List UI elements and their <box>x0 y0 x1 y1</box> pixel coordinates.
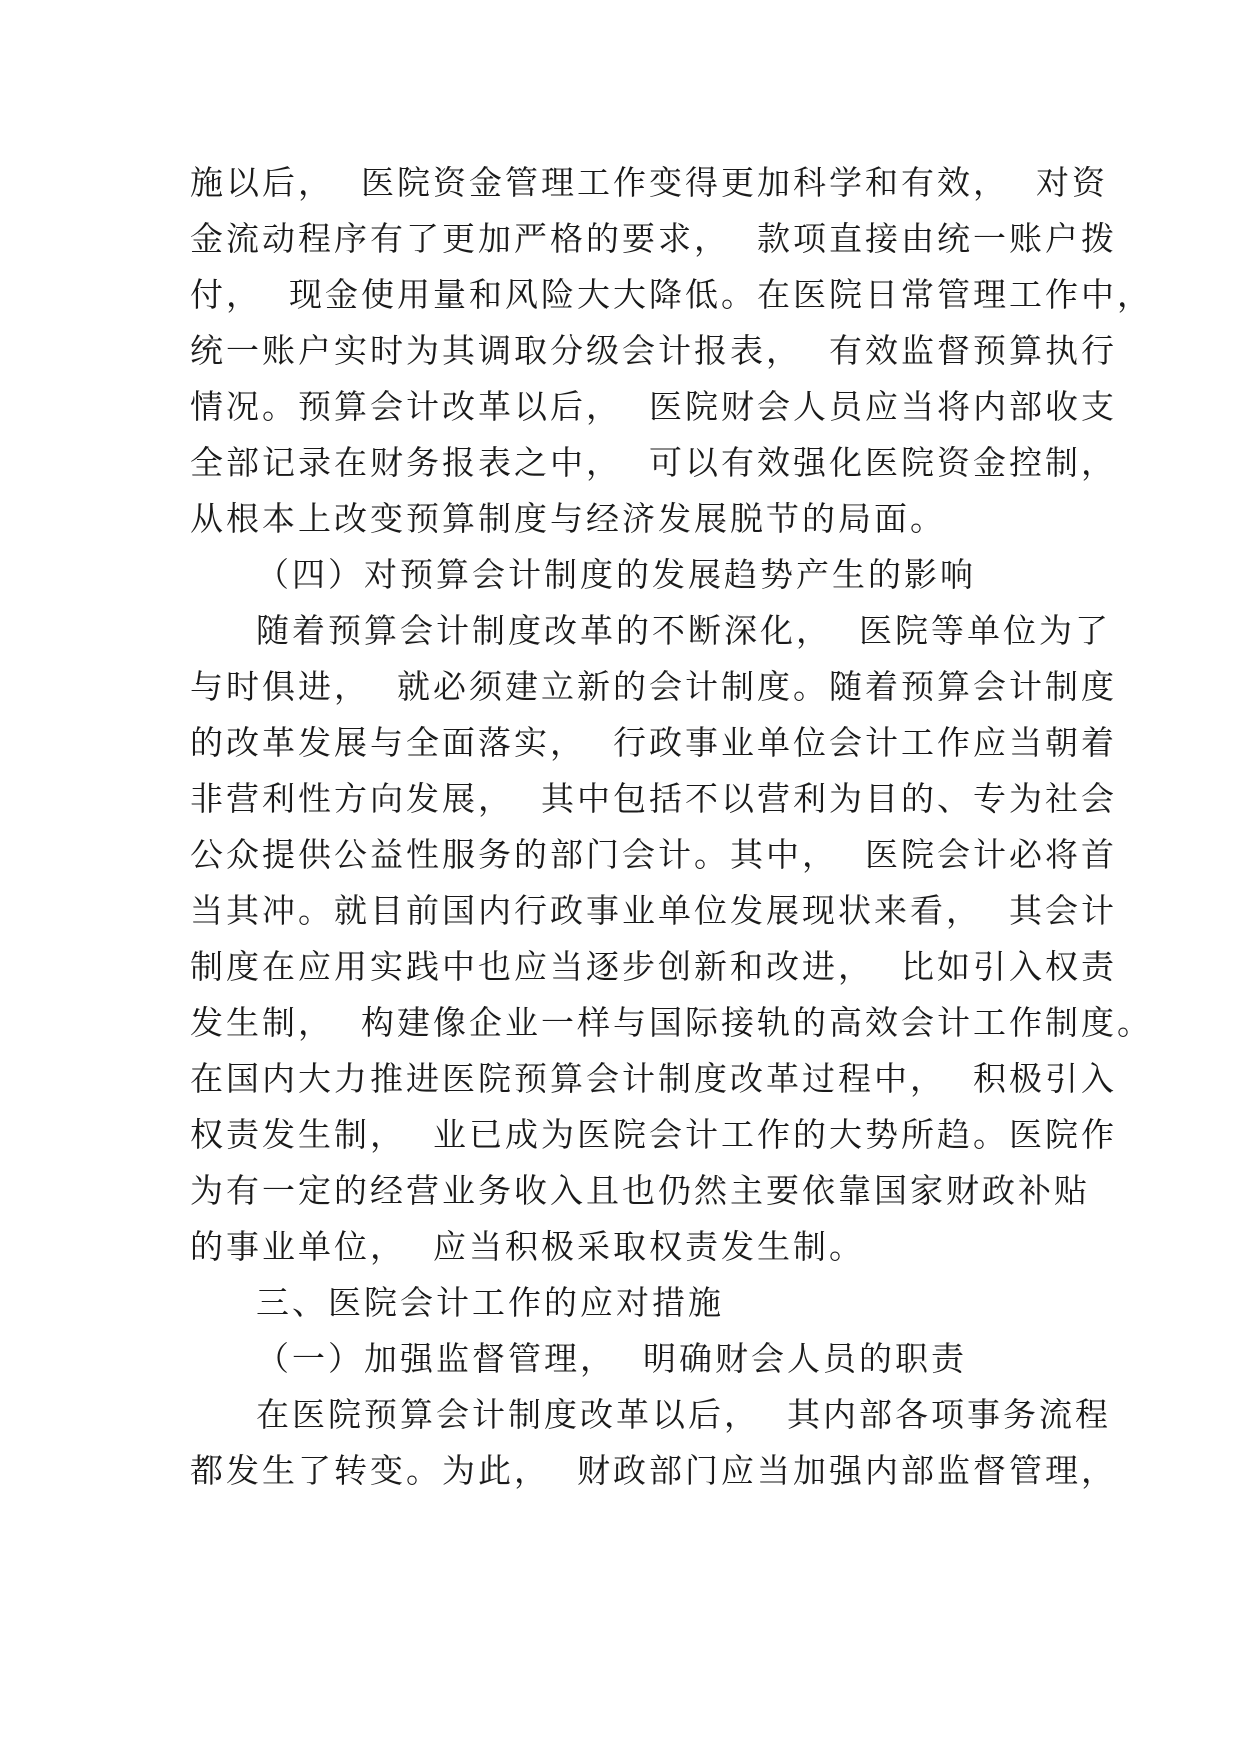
section-heading: 三、医院会计工作的应对措施 <box>256 1283 724 1322</box>
text-line: 从根本上改变预算制度与经济发展脱节的局面。 <box>190 499 946 538</box>
text-line: 全部记录在财务报表之中， 可以有效强化医院资金控制， <box>190 443 1117 482</box>
text-line: 与时俱进， 就必须建立新的会计制度。随着预算会计制度 <box>190 667 1117 706</box>
text-line: 权责发生制， 业已成为医院会计工作的大势所趋。医院作 <box>190 1115 1117 1154</box>
text-line: 为有一定的经营业务收入且也仍然主要依靠国家财政补贴 <box>190 1171 1090 1210</box>
text-line: 施以后， 医院资金管理工作变得更加科学和有效， 对资 <box>190 163 1108 202</box>
text-line: 都发生了转变。为此， 财政部门应当加强内部监督管理， <box>190 1451 1117 1490</box>
text-line: 随着预算会计制度改革的不断深化， 医院等单位为了 <box>256 611 1111 650</box>
text-line: 制度在应用实践中也应当逐步创新和改进， 比如引入权责 <box>190 947 1117 986</box>
text-line: 情况。预算会计改革以后， 医院财会人员应当将内部收支 <box>190 387 1117 426</box>
text-line: 的改革发展与全面落实， 行政事业单位会计工作应当朝着 <box>190 723 1117 762</box>
text-line: 在医院预算会计制度改革以后， 其内部各项事务流程 <box>256 1395 1111 1434</box>
text-line: 统一账户实时为其调取分级会计报表， 有效监督预算执行 <box>190 331 1117 370</box>
text-line: 的事业单位， 应当积极采取权责发生制。 <box>190 1227 865 1266</box>
text-line: 在国内大力推进医院预算会计制度改革过程中， 积极引入 <box>190 1059 1117 1098</box>
text-line: 公众提供公益性服务的部门会计。其中， 医院会计必将首 <box>190 835 1117 874</box>
section-heading: （四）对预算会计制度的发展趋势产生的影响 <box>256 555 976 594</box>
section-heading: （一）加强监督管理， 明确财会人员的职责 <box>256 1339 967 1378</box>
text-line: 发生制， 构建像企业一样与国际接轨的高效会计工作制度。 <box>190 1003 1153 1042</box>
text-line: 非营利性方向发展， 其中包括不以营利为目的、专为社会 <box>190 779 1117 818</box>
text-line: 当其冲。就目前国内行政事业单位发展现状来看， 其会计 <box>190 891 1117 930</box>
text-line: 付， 现金使用量和风险大大降低。在医院日常管理工作中， <box>190 275 1153 314</box>
text-line: 金流动程序有了更加严格的要求， 款项直接由统一账户拨 <box>190 219 1117 258</box>
body-text <box>190 155 1153 1499</box>
